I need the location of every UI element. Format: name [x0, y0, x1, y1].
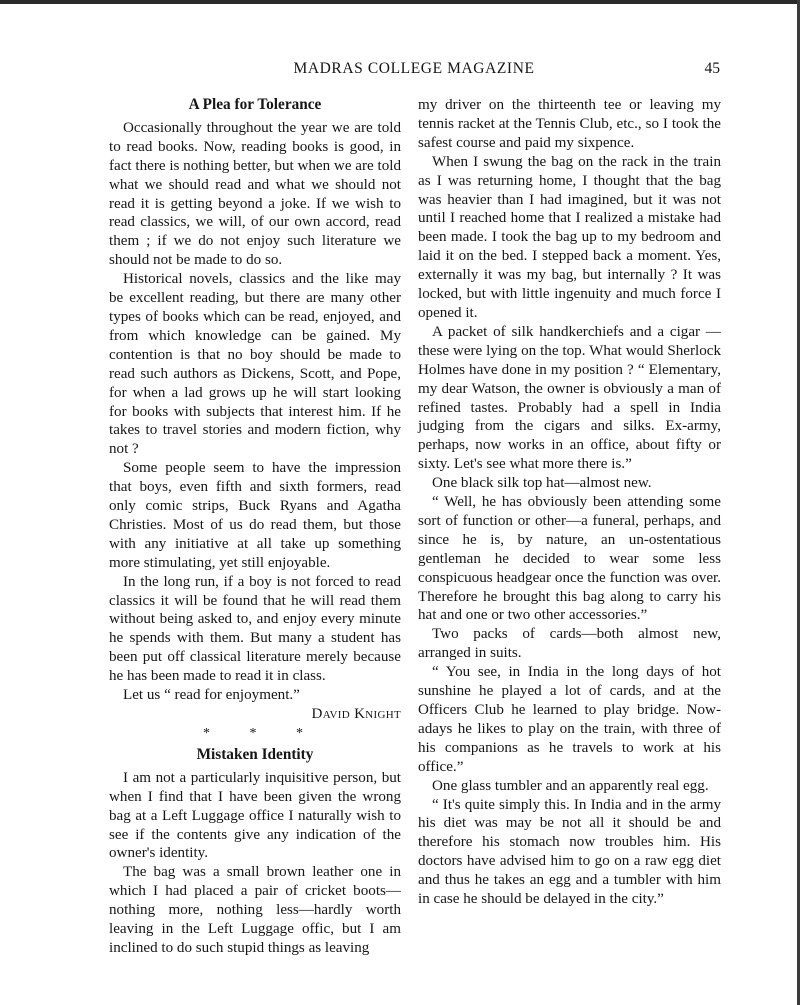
article2-paragraph: When I swung the bag on the rack in the train as I was returning home, I thought that the bag was heavier than I had imagined, but it was not until I reached home that I realized a mistake had been made. I took the bag up to my bedroom and laid it on the bed. I stepped back a moment. Yes, externally it was my bag, but internally ? It was locked, but with little ingenuity and much force I opened it.: [418, 153, 721, 321]
article1-paragraph: Occasionally throughout the year we are told to read books. Now, reading books is good, in fact there is nothing better, but when we are told what we should read and what we should not read it is getting beyond a joke. If we wish to read classics, we will, of our own accord, read them ; if we do not enjoy such literature we should not be made to do so.: [109, 119, 401, 269]
article2-paragraph: I am not a particularly inquisitive person, but when I find that I have been given the wrong bag at a Left Luggage office I naturally wish to see if the contents give any indication of the owner's identity.: [109, 769, 401, 862]
article2-paragraph: One black silk top hat—almost new.: [432, 475, 652, 492]
right-column: [418, 96, 721, 909]
magazine-title: MADRAS COLLEGE MAGAZINE: [293, 60, 535, 77]
article-title-mistaken-identity: Mistaken Identity: [196, 745, 314, 763]
article-title-plea-for-tolerance: A Plea for Tolerance: [188, 96, 322, 113]
article2-paragraph: Two packs of cards—both almost new, arranged in suits.: [418, 626, 721, 662]
section-separator: * * *: [203, 725, 321, 741]
author-signature: David Knight: [311, 706, 401, 722]
article1-paragraph: Let us “ read for enjoyment.”: [123, 687, 300, 704]
left-column: [109, 96, 401, 958]
article1-paragraph: In the long run, if a boy is not forced to read classics it will be found that he will read them without being asked to, and enjoy every minute he spends with them. But many a student has been put off classical literature merely because he has been made to read it in class.: [109, 573, 401, 685]
article2-paragraph-continued: my driver on the thirteenth tee or leaving my tennis racket at the Tennis Club, etc., so I took the safest course and paid my sixpence.: [418, 97, 721, 151]
page-number: 45: [704, 60, 720, 77]
article2-paragraph: “ Well, he has obviously been attending some sort of function or other—a funeral, perhaps, and since he is, by nature, an un-ostentatious gentleman he decided to wear some less conspicuous headgear once the function was over. Therefore he brought this bag along to carry his hat and one or two other accessories.”: [418, 494, 721, 624]
page-header: [108, 60, 720, 82]
article2-paragraph: The bag was a small brown leather one in which I had placed a pair of cricket boots— nothing more, nothing less—hardly worth leaving in the Left Luggage offic, but I am inclined to do such stupid things as leaving: [109, 864, 401, 956]
scan-border-top: [0, 0, 800, 4]
article2-paragraph: A packet of silk handkerchiefs and a cigar —these were lying on the top. What would Sherlock Holmes have done in my position ? “ Elementary, my dear Watson, the owner is obviously a man of refined tastes. Probably had a spell in India judging from the cigars and silks. Ex-army, perhaps, now works in an office, about fifty or sixty. Let's see what more there is.”: [418, 323, 721, 473]
article1-paragraph: Some people seem to have the impression that boys, even fifth and sixth formers, read only comic strips, Buck Ryans and Agatha Christies. Most of us do read them, but those with any initiative at all take up something more stimulating, yet still enjoyable.: [109, 460, 401, 571]
article1-paragraph: Historical novels, classics and the like may be excellent reading, but there are many other types of books which can be read, enjoyed, and from which knowledge can be gained. My contention is that no boy should be made to read such authors as Dickens, Scott, and Pope, for when a lad grows up he will start looking for books with subjects that interest him. If he takes to travel stories and modern fiction, why not ?: [109, 271, 401, 458]
article2-paragraph: “ You see, in India in the long days of hot sunshine he played a lot of cards, and at the Officers Club he learned to play bridge. Now-adays he likes to play on the train, with three of his companions as he travels to work at his office.”: [418, 664, 721, 775]
article2-paragraph: One glass tumbler and an apparently real egg.: [432, 777, 709, 794]
article2-paragraph: “ It's quite simply this. In India and in the army his diet was may be not all it should be and therefore his stomach now troubles him. His doctors have advised him to go on a raw egg diet and thus he takes an egg and a tumbler with him in case he should be delayed in the city.”: [418, 796, 721, 908]
